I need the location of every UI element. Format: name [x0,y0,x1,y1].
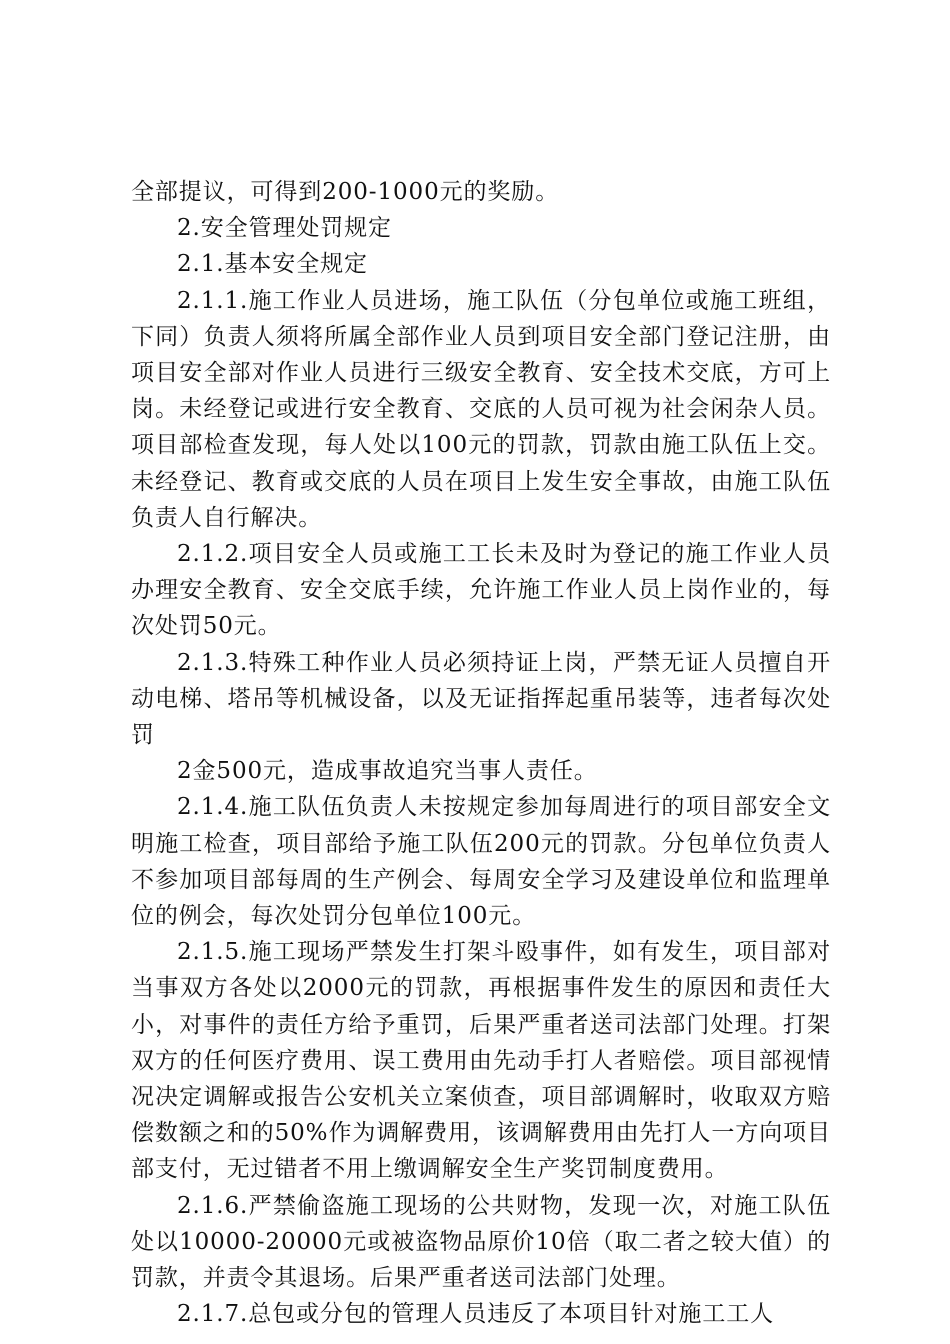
reward-paragraph-tail: 全部提议，可得到200-1000元的奖励。 [131,179,560,205]
clause-2-1-4: 2.1.4.施工队伍负责人未按规定参加每周进行的项目部安全文明施工检查，项目部给予施工队伍200元的罚款。分包单位负责人不参加项目部每周的生产例会、每周安全学习及建设单位和监理单位的例会，每次处罚分包单位100元。 [131,794,831,930]
section-heading-2: 2.安全管理处罚规定 [177,215,392,242]
clause-2-1-1: 2.1.1.施工作业人员进场，施工队伍（分包单位或施工班组，下同）负责人须将所属全部作业人员到项目安全部门登记注册，由项目安全部对作业人员进行三级安全教育、安全技术交底，方可上岗。未经登记或进行安全教育、交底的人员可视为社会闲杂人员。项目部检查发现，每人处以100元的罚款，罚款由施工队伍上交。未经登记、教育或交底的人员在项目上发生安全事故，由施工队伍负责人自行解决。 [131,287,831,531]
section-heading-2-1: 2.1.基本安全规定 [177,251,368,278]
clause-2-1-3: 2.1.3.特殊工种作业人员必须持证上岗，严禁无证人员擅自开动电梯、塔吊等机械设备，以及无证指挥起重吊装等，违者每次处罚 [131,649,831,749]
clause-2-1-6: 2.1.6.严禁偷盗施工现场的公共财物，发现一次，对施工队伍处以10000-20000元或被盗物品原价10倍（取二者之较大值）的罚款，并责令其退场。后果严重者送司法部门处理。 [131,1192,831,1292]
clause-2-1-7: 2.1.7.总包或分包的管理人员违反了本项目针对施工工人 [177,1301,775,1328]
document-body [131,174,831,1333]
clause-2-1-5: 2.1.5.施工现场严禁发生打架斗殴事件，如有发生，项目部对当事双方各处以2000元的罚款，再根据事件发生的原因和责任大小，对事件的责任方给予重罚，后果严重者送司法部门处理。打架双方的任何医疗费用、误工费用由先动手打人者赔偿。项目部视情况决定调解或报告公安机关立案侦查，项目部调解时，收取双方赔偿数额之和的50%作为调解费用，该调解费用由先打人一方向项目部支付，无过错者不用上缴调解安全生产奖罚制度费用。 [131,939,831,1183]
clause-2-1-2: 2.1.2.项目安全人员或施工工长未及时为登记的施工作业人员办理安全教育、安全交底手续，允许施工作业人员上岗作业的，每次处罚50元。 [131,541,831,640]
clause-2-1-3-continued: 2金500元，造成事故追究当事人责任。 [177,758,598,785]
